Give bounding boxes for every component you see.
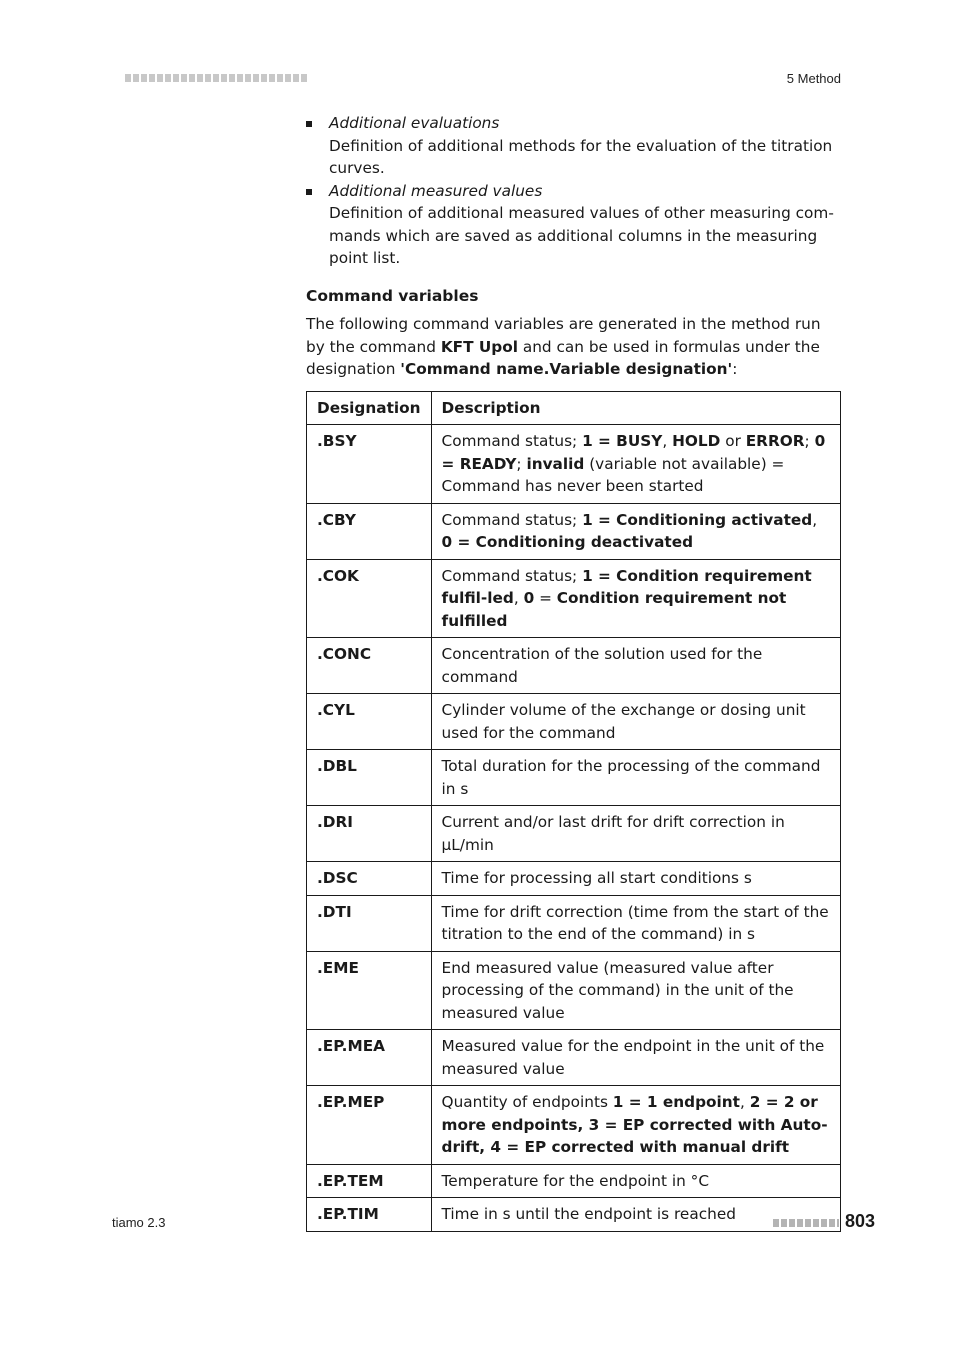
table-row [307, 1198, 841, 1232]
cell-description [431, 1164, 840, 1198]
description-text: = [534, 589, 557, 607]
cell-designation: .EP.MEA [307, 1030, 432, 1086]
description-text: Cylinder volume of the exchange or dosing unit used for the command [441, 701, 806, 742]
cell-description [431, 694, 840, 750]
table-row [307, 750, 841, 806]
intro-text: The following command variables are generated in the method run by the command [306, 315, 821, 356]
description-text: Measured value for the endpoint in the unit of the measured value [441, 1037, 825, 1078]
header-section-title: 5 Method [786, 71, 841, 86]
description-text: , [812, 510, 818, 529]
cell-description [431, 1086, 840, 1165]
intro-text: : [732, 360, 738, 378]
bullet-title: Additional measured values [329, 181, 543, 200]
table-row [307, 806, 841, 862]
description-text: Total duration for the processing of the command in s [441, 757, 821, 798]
table-row [307, 559, 841, 638]
intro-text: and can be used in formulas under the designation [306, 337, 820, 378]
table-row [307, 1164, 841, 1198]
description-text: (variable not available) = Command has never been started [441, 454, 785, 495]
table-row [307, 1086, 841, 1165]
cell-description [431, 425, 840, 504]
description-text: Concentration of the solution used for the command [441, 645, 763, 686]
table-row [307, 895, 841, 951]
cell-designation: .CBY [307, 503, 432, 559]
table-row [307, 503, 841, 559]
description-text: , [739, 1093, 750, 1111]
section-heading: Command variables [306, 286, 479, 305]
cell-designation: .COK [307, 559, 432, 638]
bullet-list [306, 112, 840, 270]
table-row [307, 951, 841, 1030]
cell-description [431, 895, 840, 951]
description-bold-text: 2 = 2 or more endpoints, 3 = EP corrected with Auto-drift, 4 = EP corrected with manual drift [441, 1093, 828, 1156]
table-header-row [307, 391, 841, 425]
table-row [307, 862, 841, 896]
square-bullet-icon [306, 121, 312, 127]
cell-designation: .EME [307, 951, 432, 1030]
cell-designation: .DRI [307, 806, 432, 862]
table-row [307, 425, 841, 504]
description-bold-text: 1 = 1 endpoint [612, 1093, 740, 1111]
bullet-description: Definition of additional measured values of other measuring com-mands which are saved as additional columns in the measuring point list. [329, 204, 834, 267]
cell-designation: .DBL [307, 750, 432, 806]
bullet-title: Additional evaluations [329, 114, 500, 132]
description-text: Command status; [441, 432, 583, 450]
description-bold-text: HOLD [672, 432, 721, 450]
cell-designation: .CONC [307, 638, 432, 694]
page-number: 803 [845, 1211, 876, 1231]
description-bold-text: 0 [523, 589, 535, 607]
cell-description [431, 559, 840, 638]
square-bullet-icon [306, 189, 312, 195]
cell-description [431, 806, 840, 862]
description-bold-text: Condition requirement not fulfilled [441, 589, 787, 630]
description-text: Command status; [441, 510, 583, 529]
list-item [306, 180, 840, 270]
bullet-description: Definition of additional methods for the evaluation of the titration curves. [329, 136, 833, 177]
description-text: End measured value (measured value after processing of the command) in the unit of the measured value [441, 958, 794, 1022]
footer-decoration [773, 1219, 839, 1227]
description-text: ; [804, 432, 815, 450]
column-header-designation: Designation [307, 391, 432, 425]
table-row [307, 694, 841, 750]
intro-paragraph [306, 313, 840, 381]
cell-designation: .EP.TEM [307, 1164, 432, 1198]
description-bold-text: 1 = Conditioning activated [582, 510, 813, 529]
description-text: Quantity of endpoints [441, 1093, 613, 1111]
description-text: Time for processing all start conditions s [441, 869, 752, 887]
description-bold-text: invalid [526, 454, 585, 473]
cell-description [431, 638, 840, 694]
main-content [306, 112, 840, 1232]
description-text: or [720, 432, 746, 450]
cell-description [431, 951, 840, 1030]
description-bold-text: 1 = BUSY [582, 432, 663, 450]
table-body [307, 425, 841, 1232]
cell-designation: .EP.MEP [307, 1086, 432, 1165]
description-text: Time in s until the endpoint is reached [441, 1205, 736, 1223]
cell-description [431, 1030, 840, 1086]
header-decoration [125, 74, 307, 82]
description-bold-text: ERROR [745, 432, 805, 450]
description-text: Temperature for the endpoint in °C [441, 1171, 709, 1190]
description-bold-text: 1 = Condition requirement fulfil-led [441, 566, 812, 607]
command-name: KFT Upol [440, 337, 518, 356]
description-bold-text: 0 = READY [441, 432, 826, 473]
description-text: ; [516, 454, 527, 473]
table-row [307, 1030, 841, 1086]
description-text: Time for drift correction (time from the start of the titration to the end of the command) in s [441, 902, 829, 943]
cell-designation: .BSY [307, 425, 432, 504]
description-bold-text: 0 = Conditioning deactivated [441, 533, 694, 551]
footer-product-name: tiamo 2.3 [112, 1215, 166, 1230]
cell-description [431, 750, 840, 806]
description-text: , [513, 589, 524, 607]
cell-designation: .CYL [307, 694, 432, 750]
description-text: , [662, 432, 673, 450]
list-item [306, 112, 840, 180]
cell-description [431, 503, 840, 559]
designation-format: 'Command name.Variable designation' [400, 360, 733, 378]
cell-designation: .EP.TIM [307, 1198, 432, 1232]
cell-description [431, 862, 840, 896]
command-variables-table [306, 391, 841, 1232]
description-text: Current and/or last drift for drift correction in µL/min [441, 813, 785, 854]
table-row [307, 638, 841, 694]
column-header-description: Description [431, 391, 840, 425]
description-text: Command status; [441, 566, 583, 585]
cell-designation: .DTI [307, 895, 432, 951]
cell-designation: .DSC [307, 862, 432, 896]
